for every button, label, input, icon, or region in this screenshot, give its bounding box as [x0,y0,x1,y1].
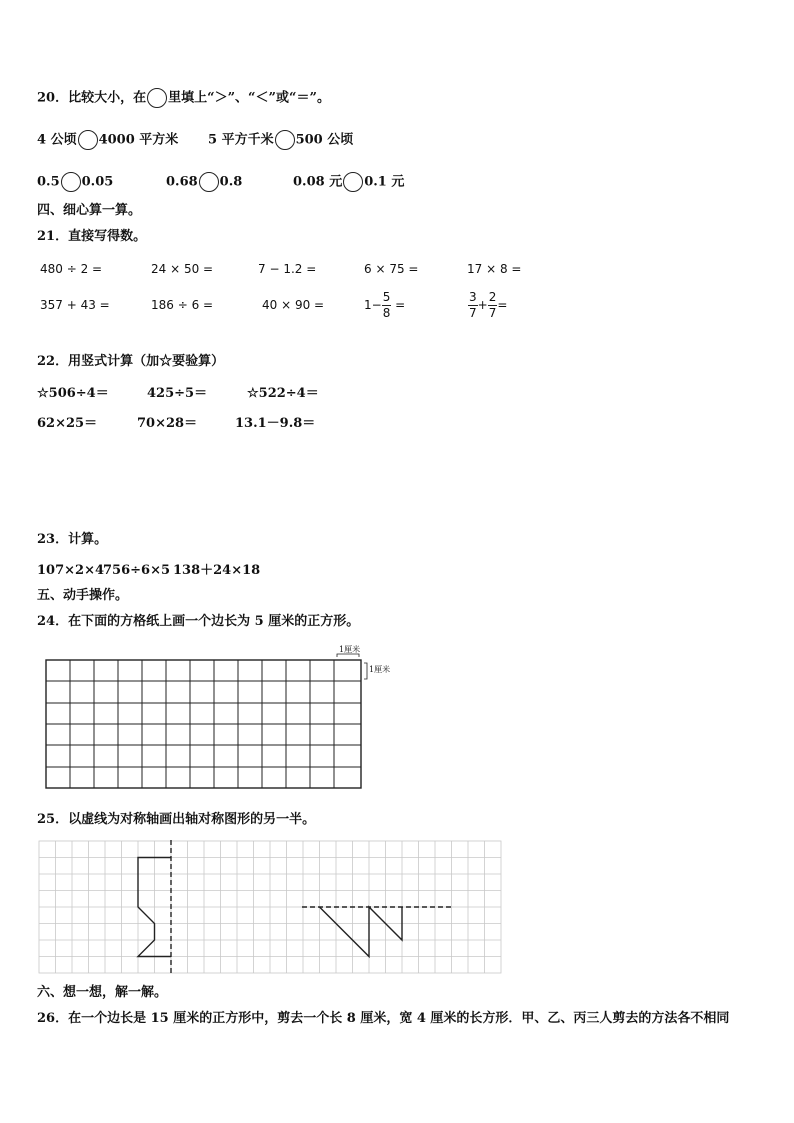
section-6-heading: 六、想一想，解一解。 [37,985,168,1000]
answer-circle[interactable] [275,130,295,150]
numerator: 5 [382,290,391,304]
denominator: 7 [469,306,477,320]
denominator: 8 [382,306,391,320]
q21-fraction-expr-2 [468,285,507,325]
q23-item-3: 138＋24×18 [173,563,261,578]
q21-r1-c3: 7 − 1.2 = [258,262,317,276]
q20-item-5-right: 0.1 元 [364,174,405,190]
section-5-heading: 五、动手操作。 [37,588,129,603]
q22-r2-c1: 62×25＝ [37,416,98,431]
symmetry-grid-paper[interactable] [38,840,504,976]
q21-r1-c2: 24 × 50 = [151,262,214,276]
answer-circle[interactable] [199,172,219,192]
q21-r2-c2: 186 ÷ 6 = [151,298,214,312]
q22-r1-c2: 425÷5＝ [147,386,208,401]
numerator: 3 [469,290,477,304]
frac2-equals: = [497,298,508,312]
q22-title: 22．用竖式计算（加☆要验算） [37,354,225,369]
q20-item-1 [37,130,178,150]
unit-height-label: 1厘米 [369,665,391,674]
square-grid-paper[interactable] [40,644,400,794]
q20-item-5-left: 0.08 元 [293,174,343,190]
unit-width-label: 1厘米 [339,645,361,654]
q22-r2-c3: 13.1－9.8＝ [235,416,316,431]
q21-r2-c3: 40 × 90 = [262,298,325,312]
compare-circle [147,88,167,108]
q21-r1-c4: 6 × 75 = [364,262,419,276]
q21-title: 21．直接写得数。 [37,229,147,244]
q25-title: 25．以虚线为对称轴画出轴对称图形的另一半。 [37,812,316,827]
q22-r1-c3: ☆522÷4＝ [247,386,319,401]
q20-item-1-right: 4000 平方米 [98,132,179,148]
q20-title [37,88,330,108]
q24-title: 24．在下面的方格纸上画一个边长为 5 厘米的正方形。 [37,614,360,629]
q20-item-2 [208,130,353,150]
q21-r1-c5: 17 × 8 = [467,262,522,276]
q20-item-1-left: 4 公顷 [37,132,77,148]
q20-item-3-left: 0.5 [37,174,60,190]
q20-item-3 [37,172,113,192]
frac1-equals: = [395,298,406,312]
plus-sign: + [477,298,488,312]
frac1-lead: 1− [364,298,382,312]
answer-circle[interactable] [78,130,98,150]
q20-item-5 [293,172,404,192]
fraction [488,290,498,321]
answer-circle[interactable] [343,172,363,192]
denominator: 7 [488,306,497,320]
section-4-heading: 四、细心算一算。 [37,203,142,218]
q22-r1-c1: ☆506÷4＝ [37,386,109,401]
fraction [382,290,392,321]
q26-title: 26．在一个边长是 15 厘米的正方形中，剪去一个长 8 厘米，宽 4 厘米的长方形．甲、乙、丙三人剪去的方法各不相同 [37,1011,730,1026]
q20-item-4-right: 0.8 [219,174,243,190]
q21-r2-c1: 357 + 43 = [40,298,110,312]
q23-title: 23．计算。 [37,532,108,547]
numerator: 2 [488,290,497,304]
q20-title-part2: 里填上“＞”、“＜”或“＝”。 [168,90,330,106]
fraction [468,290,478,321]
q20-title-part1: 20．比较大小，在 [37,90,147,106]
q20-item-3-right: 0.05 [81,174,114,190]
half-figure-right [320,907,403,957]
q21-fraction-expr-1 [364,285,405,325]
q20-item-4 [166,172,242,192]
q21-r1-c1: 480 ÷ 2 = [40,262,103,276]
answer-circle[interactable] [61,172,81,192]
q22-r2-c2: 70×28＝ [137,416,198,431]
q20-item-2-left: 5 平方千米 [208,132,274,148]
q20-item-2-right: 500 公顷 [295,132,354,148]
q23-item-2: 756÷6×5 [103,563,171,578]
q20-item-4-left: 0.68 [166,174,198,190]
q23-item-1: 107×2×4 [37,563,105,578]
